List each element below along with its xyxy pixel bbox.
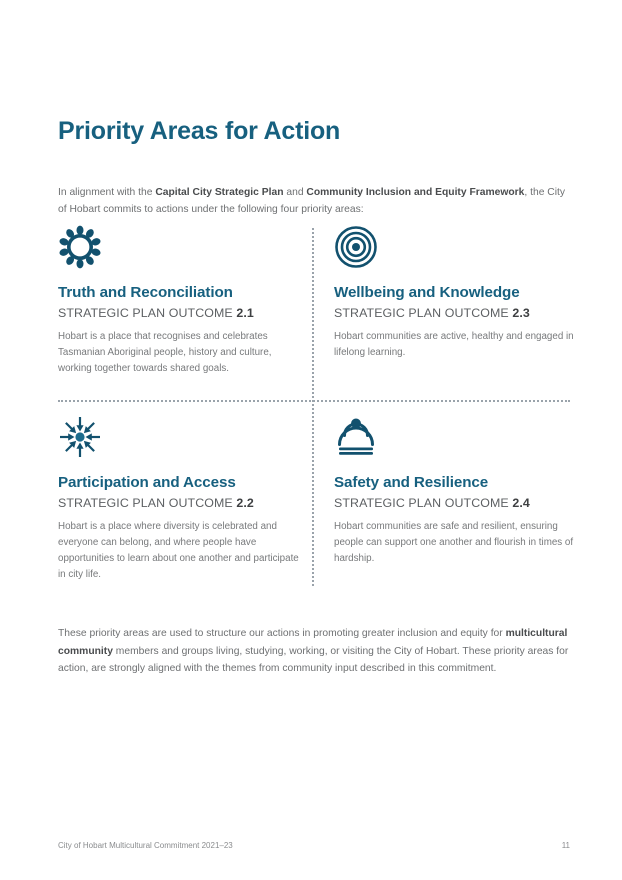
outcome-label: STRATEGIC PLAN OUTCOME [58,496,233,510]
outcome-label: STRATEGIC PLAN OUTCOME [334,496,509,510]
priority-area-participation-and-access [58,412,301,593]
sunburst-icon [58,225,102,269]
strategic-plan-outcome [58,496,301,510]
footer-document-title: City of Hobart Multicultural Commitment 2021–23 [58,841,233,850]
intro-bold-community-inclusion-framework: Community Inclusion and Equity Framework [306,187,525,199]
outcome-number: 2.2 [236,496,254,510]
outcome-label: STRATEGIC PLAN OUTCOME [58,306,233,320]
page-title: Priority Areas for Action [58,116,341,145]
strategic-plan-outcome [334,306,577,320]
icon-container [58,412,301,462]
priority-area-wellbeing-and-knowledge [334,222,577,371]
intro-text-1: In alignment with the [58,187,156,199]
page-footer [58,841,570,850]
priority-area-description: Hobart communities are safe and resilient, ensuring people can support one another and flourish in times of hardship. [334,521,574,564]
priority-areas-grid [58,222,574,590]
outcome-number: 2.3 [512,306,530,320]
priority-area-truth-and-reconciliation [58,222,301,387]
priority-area-description: Hobart communities are active, healthy and engaged in lifelong learning. [334,331,574,358]
icon-container [58,222,301,272]
outcome-number: 2.1 [236,306,254,320]
priority-area-safety-and-resilience [334,412,577,577]
intro-bold-capital-city-strategic-plan: Capital City Strategic Plan [155,187,284,199]
icon-container [334,412,577,462]
outcome-number: 2.4 [512,496,530,510]
intro-text-2: and [283,187,307,199]
priority-area-title: Truth and Reconciliation [58,284,233,301]
priority-area-description: Hobart is a place that recognises and celebrates Tasmanian Aboriginal people, history and culture, working together towards shared goals. [58,331,272,374]
concentric-circles-icon [334,225,378,269]
icon-container [334,222,577,272]
footer-page-number: 11 [561,841,570,850]
intro-paragraph [58,184,568,218]
strategic-plan-outcome [334,496,577,510]
closing-text-1: These priority areas are used to structure our actions in promoting greater inclusion and equity for [58,628,506,640]
priority-area-title: Safety and Resilience [334,474,489,491]
closing-text-2: members and groups living, studying, working, or visiting the City of Hobart. These priority areas for action, are strongly aligned with the themes from community input described in this commitment. [58,645,569,675]
outcome-label: STRATEGIC PLAN OUTCOME [334,306,509,320]
closing-paragraph [58,625,570,678]
priority-area-title: Wellbeing and Knowledge [334,284,520,301]
priority-area-description: Hobart is a place where diversity is celebrated and everyone can belong, and where people have opportunities to learn about one another and participate in city life. [58,521,299,580]
strategic-plan-outcome [58,306,301,320]
priority-area-title: Participation and Access [58,474,236,491]
intro-text-3: , the City of Hobart commits to actions under the following four priority areas: [58,187,566,216]
shelter-arcs-icon [334,415,378,459]
closing-bold-multicultural-community: multicultural community [58,628,568,657]
converging-arrows-icon [58,415,102,459]
